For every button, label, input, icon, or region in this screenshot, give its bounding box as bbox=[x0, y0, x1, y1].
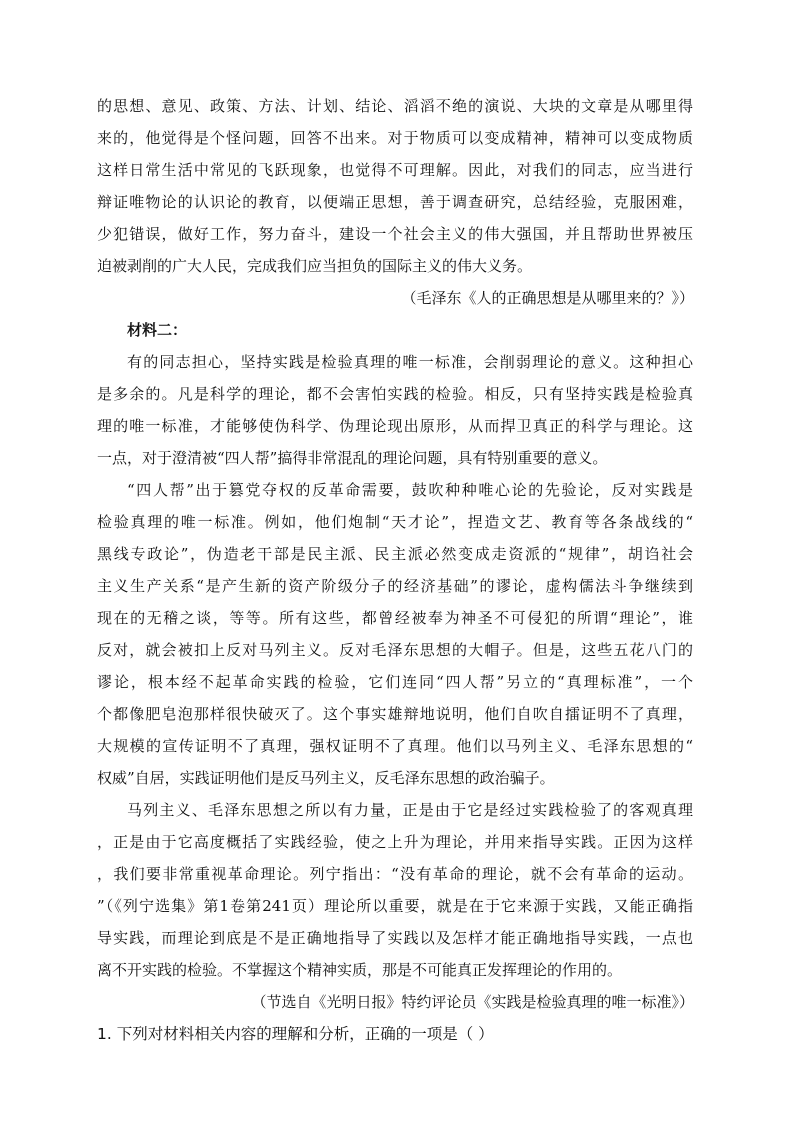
material2-p2-line-4: 主义生产关系“是产生新的资产阶级分子的经济基础”的谬论，虚构儒法斗争继续到 bbox=[97, 577, 693, 595]
material2-p1-line-2: 是多余的。凡是科学的理论，都不会害怕实践的检验。相反，只有坚持实践是检验真 bbox=[97, 385, 693, 403]
material1-line-4: 辩证唯物论的认识论的教育，以便端正思想，善于调查研究，总结经验，克服困难， bbox=[97, 193, 693, 211]
material2-p1-line-4: 一点，对于澄清被“四人帮”搞得非常混乱的理论问题，具有特别重要的意义。 bbox=[97, 449, 608, 467]
material2-label: 材料二： bbox=[127, 321, 188, 339]
material2-p2-line-7: 谬论，根本经不起革命实践的检验，它们连同“四人帮”另立的“真理标准”，一个 bbox=[97, 673, 693, 691]
material2-p2-line-10: 权威”自居，实践证明他们是反马列主义，反毛泽东思想的政治骗子。 bbox=[97, 769, 555, 787]
material2-p2-line-2: 检验真理的唯一标准。例如，他们炮制“天才论”，捏造文艺、教育等各条战线的“ bbox=[97, 513, 693, 531]
material2-p3-line-1: 马列主义、毛泽东思想之所以有力量，正是由于它是经过实践检验了的客观真理 bbox=[127, 801, 693, 819]
material2-p2-line-5: 现在的无稽之谈，等等。所有这些，都曾经被奉为神圣不可侵犯的所谓“理论”，谁 bbox=[97, 609, 693, 627]
material2-p2-line-8: 个都像肥皂泡那样很快破灭了。这个事实雄辩地说明，他们自吹自擂证明不了真理， bbox=[97, 705, 693, 723]
material2-p3-line-4: ”（《列宁选集》第1卷第241页）理论所以重要，就是在于它来源于实践，又能正确指 bbox=[97, 897, 693, 915]
material2-p1-line-3: 理的唯一标准，才能够使伪科学、伪理论现出原形，从而捍卫真正的科学与理论。这 bbox=[97, 417, 693, 435]
material1-source: （毛泽东《人的正确思想是从哪里来的？》） bbox=[401, 289, 694, 307]
material2-p2-line-9: 大规模的宣传证明不了真理，强权证明不了真理。他们以马列主义、毛泽东思想的“ bbox=[97, 737, 693, 755]
material2-p3-line-5: 导实践，而理论到底是不是正确地指导了实践以及怎样才能正确地指导实践，一点也 bbox=[97, 929, 693, 947]
question-1: 1. 下列对材料相关内容的理解和分析，正确的一项是（ ） bbox=[97, 1025, 494, 1043]
material2-p1-line-1: 有的同志担心，坚持实践是检验真理的唯一标准，会削弱理论的意义。这种担心 bbox=[127, 353, 693, 371]
material2-p2-line-3: 黑线专政论”，伪造老干部是民主派、民主派必然变成走资派的“规律”，胡诌社会 bbox=[97, 545, 693, 563]
material1-line-3: 这样日常生活中常见的飞跃现象，也觉得不可理解。因此，对我们的同志，应当进行 bbox=[97, 161, 693, 179]
material1-line-2: 来的，他觉得是个怪问题，回答不出来。对于物质可以变成精神，精神可以变成物质 bbox=[97, 129, 693, 147]
material1-line-5: 少犯错误，做好工作，努力奋斗，建设一个社会主义的伟大强国，并且帮助世界被压 bbox=[97, 225, 693, 243]
material2-p2-line-1: “四人帮”出于篡党夺权的反革命需要，鼓吹种种唯心论的先验论，反对实践是 bbox=[127, 481, 693, 499]
material2-p3-line-3: ，我们要非常重视革命理论。列宁指出：“没有革命的理论，就不会有革命的运动。 bbox=[97, 865, 693, 883]
material1-line-1: 的思想、意见、政策、方法、计划、结论、滔滔不绝的演说、大块的文章是从哪里得 bbox=[97, 97, 693, 115]
material2-source: （节选自《光明日报》特约评论员《实践是检验真理的唯一标准》） bbox=[251, 993, 694, 1011]
material2-p2-line-6: 反对，就会被扣上反对马列主义。反对毛泽东思想的大帽子。但是，这些五花八门的 bbox=[97, 641, 693, 659]
material1-line-6: 迫被剥削的广大人民，完成我们应当担负的国际主义的伟大义务。 bbox=[97, 257, 533, 275]
material2-p3-line-2: ，正是由于它高度概括了实践经验，使之上升为理论，并用来指导实践。正因为这样 bbox=[97, 833, 693, 851]
material2-p3-line-6: 离不开实践的检验。不掌握这个精神实质，那是不可能真正发挥理论的作用的。 bbox=[97, 961, 623, 979]
